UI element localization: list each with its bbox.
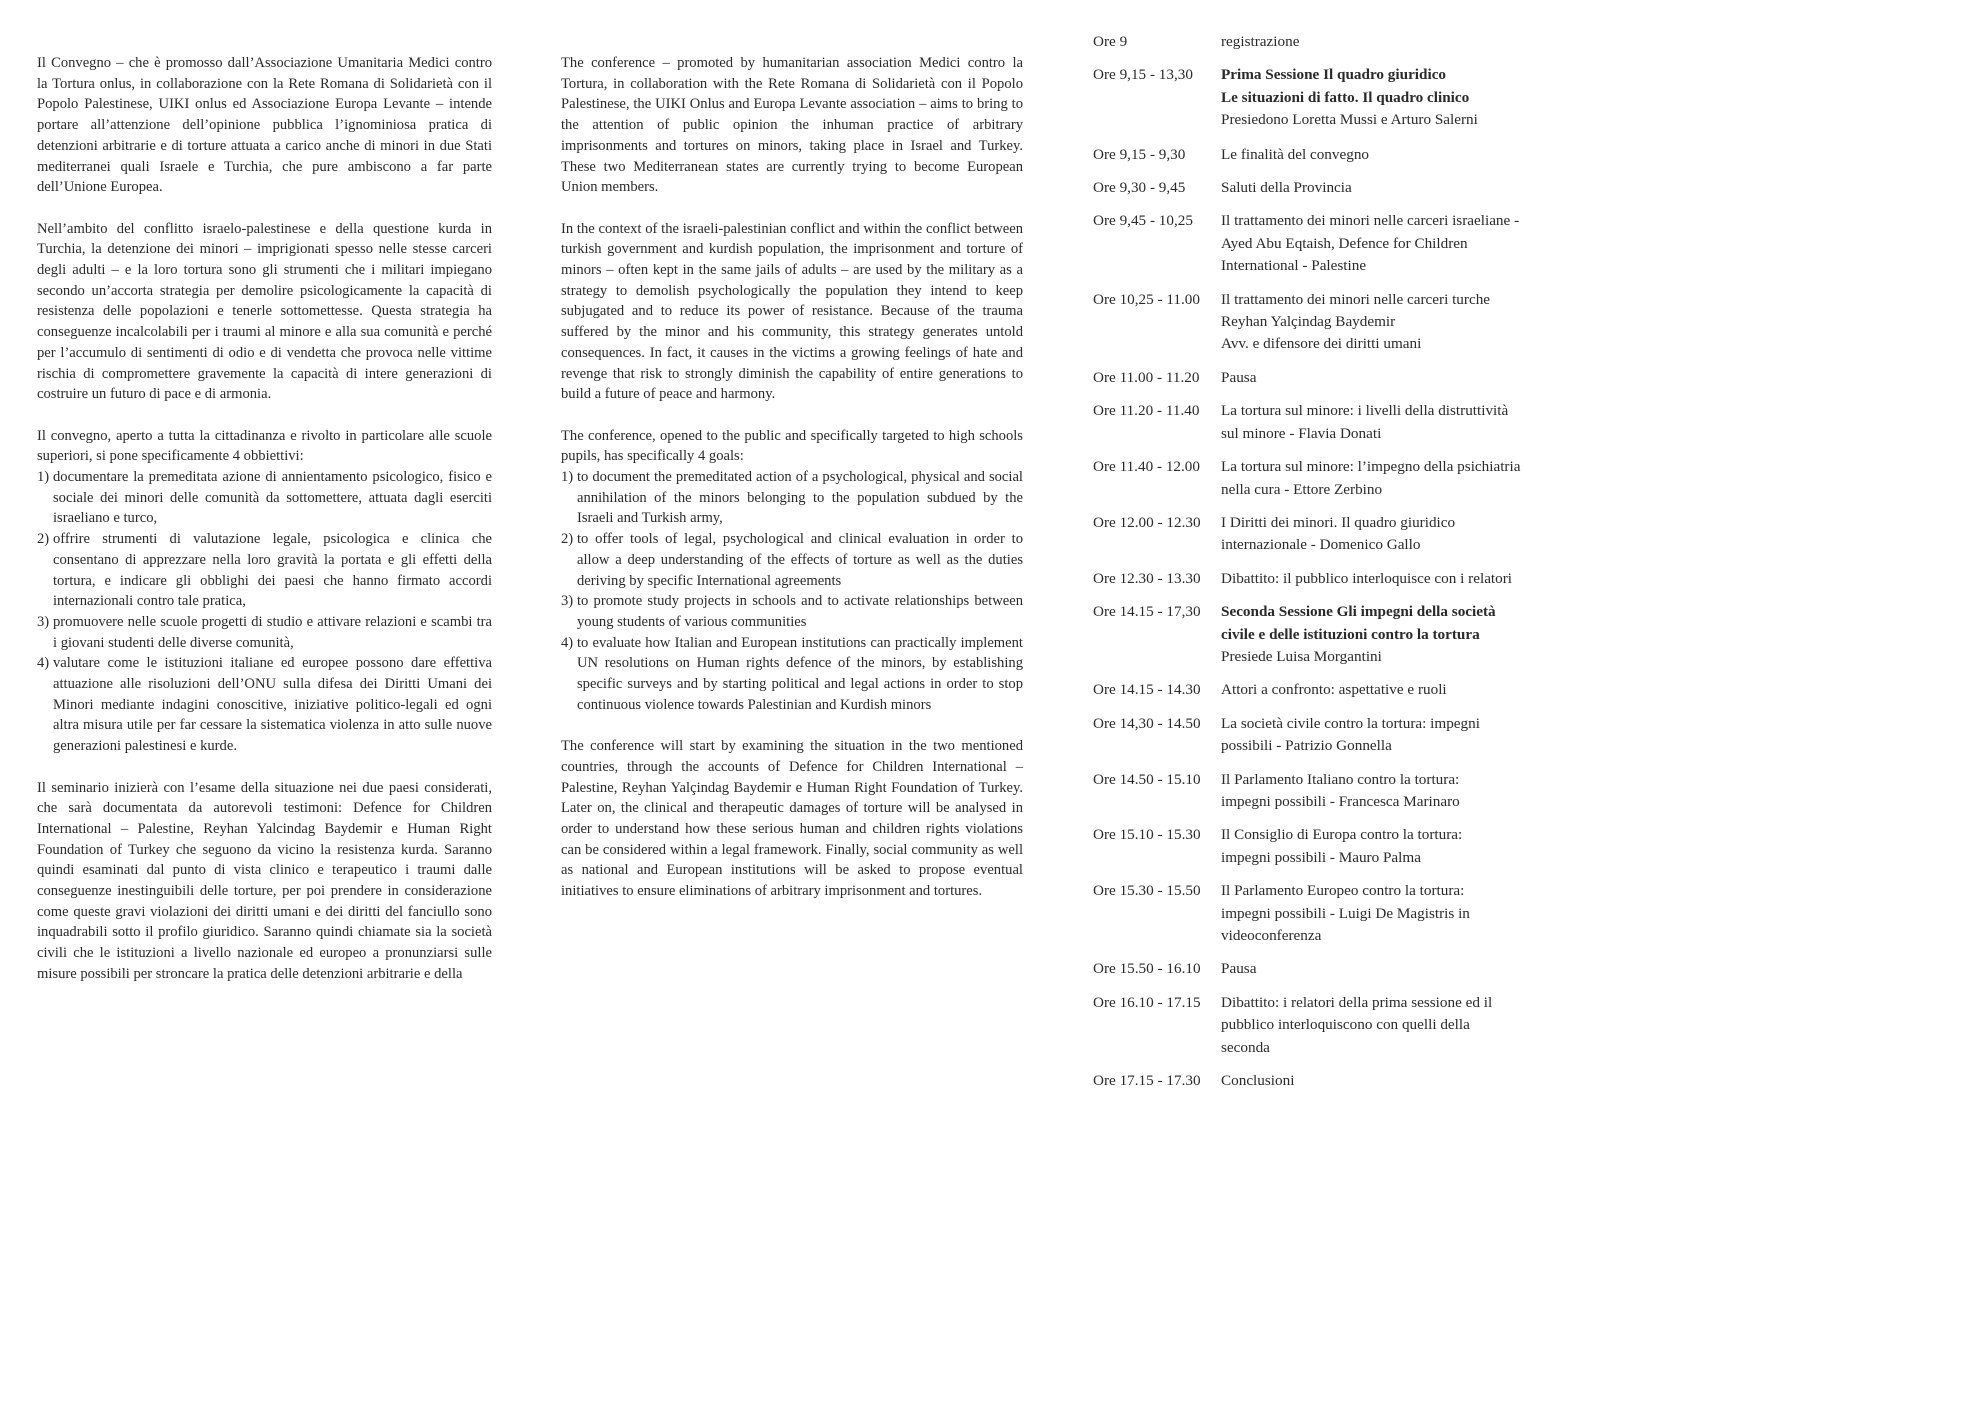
schedule-time: Ore 9 (1093, 33, 1128, 50)
schedule-time: Ore 14,30 - 14.50 (1093, 714, 1201, 732)
schedule-row (1093, 177, 1553, 199)
schedule-row (1093, 289, 1553, 356)
english-column (561, 53, 1023, 902)
english-goal-item (561, 467, 1023, 529)
goal-text: promuovere nelle scuole progetti di studio e attivare relazioni e scambi tra i giovani studenti delle diverse comunità, (53, 613, 492, 651)
schedule-line: Pausa (1221, 368, 1257, 386)
goal-text: documentare la premeditata azione di annientamento psicologico, fisico e sociale dei minori delle comunità da sottomettere, attuata dagli eserciti israeliano e turco, (53, 469, 492, 527)
english-goal-item (561, 633, 1023, 716)
schedule-line: Il trattamento dei minori nelle carceri turche (1221, 290, 1491, 308)
schedule-row (1093, 144, 1553, 166)
schedule-description (1221, 177, 1553, 199)
goal-text: valutare come le istituzioni italiane ed europee possono dare effettiva attuazione alle risoluzioni dell’ONU sulla difesa dei Diritti Umani dei Minori mediante indagini conoscitive, iniziative politico-legali ed ogni altra misura utile per far cessare la sistematica violenza in atto sulle nuove generazioni palestinesi e kurde. (53, 655, 492, 755)
english-goal-item (561, 529, 1023, 591)
schedule-description (1221, 31, 1553, 53)
english-goal-item (561, 591, 1023, 632)
schedule-line: Il trattamento dei minori nelle carceri israeliane - (1221, 212, 1520, 230)
schedule-line: International - Palestine (1221, 257, 1367, 275)
schedule-time: Ore 12.00 - 12.30 (1093, 513, 1201, 531)
schedule-row (1093, 367, 1553, 389)
session-title-line: Prima Sessione Il quadro giuridico (1221, 66, 1447, 84)
schedule-description (1221, 880, 1553, 947)
schedule-time: Ore 15.50 - 16.10 (1093, 960, 1201, 978)
schedule-time: Ore 17.15 - 17.30 (1093, 1072, 1201, 1090)
schedule-line: impegni possibili - Mauro Palma (1221, 848, 1421, 866)
italian-goals-list (37, 467, 492, 757)
schedule-line: Presiedono Loretta Mussi e Arturo Salerni (1221, 111, 1478, 129)
schedule-line: Saluti della Provincia (1221, 179, 1352, 197)
schedule-time: Ore 11.20 - 11.40 (1093, 402, 1200, 420)
schedule-row (1093, 824, 1553, 869)
italian-goal-item (37, 612, 492, 653)
schedule-time: Ore 9,45 - 10,25 (1093, 212, 1193, 230)
schedule-time: Ore 15.30 - 15.50 (1093, 882, 1201, 900)
schedule-line: seconda (1221, 1038, 1270, 1056)
schedule-row (1093, 601, 1553, 668)
schedule-line: La società civile contro la tortura: impegni (1221, 714, 1480, 732)
goal-number: 1) (561, 469, 574, 486)
schedule-row (1093, 679, 1553, 701)
goal-text: to evaluate how Italian and European institutions can practically implement UN resolutions on Human rights defence of the minors, by establishing specific surveys and by starting political and legal actions in order to stop continuous violence towards Palestinian and Kurdish minors (577, 634, 1023, 713)
schedule-description (1221, 992, 1553, 1059)
schedule-line: nella cura - Ettore Zerbino (1221, 480, 1383, 498)
schedule-row (1093, 210, 1553, 277)
schedule-line: Il Parlamento Italiano contro la tortura: (1221, 770, 1460, 788)
goal-text: offrire strumenti di valutazione legale, psicologica e clinica che consentano di apprezzare nella loro gravità la portata e gli effetti della tortura, e indicare gli obblighi dei paesi che hanno firmato accordi internazionali contro tale pratica, (53, 531, 492, 610)
goal-number: 4) (37, 655, 50, 672)
schedule-description (1221, 679, 1553, 701)
schedule-line: La tortura sul minore: l’impegno della psichiatria (1221, 458, 1521, 476)
schedule-line: Ayed Abu Eqtaish, Defence for Children (1221, 234, 1468, 252)
schedule-time: Ore 9,15 - 13,30 (1093, 66, 1193, 84)
schedule-time: Ore 14.50 - 15.10 (1093, 770, 1201, 788)
schedule-line: La tortura sul minore: i livelli della distruttività (1221, 402, 1509, 420)
schedule-line: Conclusioni (1221, 1072, 1295, 1090)
schedule-time: Ore 16.10 - 17.15 (1093, 993, 1201, 1011)
schedule-line: Presiede Luisa Morgantini (1221, 647, 1382, 665)
schedule-row (1093, 992, 1553, 1059)
italian-goal-item (37, 653, 492, 757)
schedule-line: Dibattito: i relatori della prima sessione ed il (1221, 993, 1493, 1011)
schedule-row (1093, 400, 1553, 445)
schedule-row (1093, 64, 1553, 131)
schedule-line: Attori a confronto: aspettative e ruoli (1221, 681, 1447, 699)
schedule-time: Ore 9,15 - 9,30 (1093, 145, 1186, 163)
schedule-row (1093, 880, 1553, 947)
schedule-description (1221, 958, 1553, 980)
schedule-line: Le finalità del convegno (1221, 145, 1370, 163)
italian-goals-intro: Il convegno, aperto a tutta la cittadinanza e rivolto in particolare alle scuole superiori, si pone specificamente 4 obbiettivi: (37, 427, 492, 465)
schedule-description (1221, 367, 1553, 389)
schedule-time: Ore 14.15 - 17,30 (1093, 603, 1201, 621)
schedule-line: possibili - Patrizio Gonnella (1221, 737, 1392, 755)
english-goals-intro: The conference, opened to the public and specifically targeted to high schools pupils, has specifically 4 goals: (561, 427, 1023, 465)
schedule-line: sul minore - Flavia Donati (1221, 424, 1382, 442)
schedule-row (1093, 713, 1553, 758)
goal-number: 3) (561, 593, 574, 610)
italian-intro-paragraph: Il Convegno – che è promosso dall’Associazione Umanitaria Medici contro la Tortura onlus, in collaborazione con la Rete Romana di Solidarietà con il Popolo Palestinese, UIKI onlus ed Associazione Europa Levante – intende portare all’attenzione dell’opinione pubblica l’ignominiosa pratica di detenzioni arbitrarie e di torture attuata a carico anche di minori in due Stati mediterranei quali Israele e Turchia, che pure ambiscono a far parte dell’Unione Europea. (37, 55, 492, 196)
schedule-row (1093, 456, 1553, 501)
schedule-row (1093, 769, 1553, 814)
schedule-description (1221, 824, 1553, 869)
english-intro-paragraph: The conference – promoted by humanitarian association Medici contro la Tortura, in collaboration with the Rete Romana di Solidarietà con il Popolo Palestinese, the UIKI Onlus and Europa Levante association – aims to bring to the attention of public opinion the inhuman practice of arbitrary imprisonments and tortures on minors, taking place in Israel and Turkey. These two Mediterranean states are currently trying to become European Union members. (561, 55, 1023, 196)
schedule-line: internazionale - Domenico Gallo (1221, 536, 1421, 554)
schedule-description (1221, 512, 1553, 557)
schedule-line: Reyhan Yalçindag Baydemir (1221, 313, 1396, 331)
schedule-row (1093, 1070, 1553, 1092)
session-title-line: Le situazioni di fatto. Il quadro clinico (1221, 88, 1470, 106)
schedule-line: registrazione (1221, 33, 1300, 50)
goal-number: 3) (37, 613, 50, 630)
schedule-time: Ore 14.15 - 14.30 (1093, 681, 1201, 699)
program-schedule (1093, 31, 1553, 1092)
schedule-line: impegni possibili - Luigi De Magistris in (1221, 904, 1470, 922)
schedule-description (1221, 713, 1553, 758)
schedule-row (1093, 958, 1553, 980)
goal-number: 2) (37, 531, 50, 548)
goal-text: to offer tools of legal, psychological and clinical evaluation in order to allow a deep understanding of the effects of torture as well as the duties deriving by specific International agreements (577, 531, 1023, 589)
goal-number: 4) (561, 634, 574, 651)
schedule-time: Ore 11.00 - 11.20 (1093, 368, 1200, 386)
schedule-description (1221, 769, 1553, 814)
goal-text: to promote study projects in schools and to activate relationships between young students of various communities (577, 593, 1023, 630)
italian-column (37, 53, 492, 985)
goal-text: to document the premeditated action of a psychological, physical and social annihilation of the minors belonging to the population subdued by the Israeli and Turkish army, (577, 469, 1023, 527)
schedule-line: Il Parlamento Europeo contro la tortura: (1221, 882, 1465, 900)
schedule-time: Ore 11.40 - 12.00 (1093, 458, 1200, 476)
schedule-line: videoconferenza (1221, 927, 1322, 944)
schedule-line: Dibattito: il pubblico interloquisce con i relatori (1221, 569, 1513, 587)
schedule-row (1093, 568, 1553, 590)
schedule-description (1221, 210, 1553, 277)
schedule-line: pubblico interloquiscono con quelli della (1221, 1016, 1470, 1034)
goal-number: 2) (561, 531, 574, 548)
schedule-description (1221, 601, 1553, 668)
schedule-row (1093, 512, 1553, 557)
schedule-description (1221, 144, 1553, 166)
schedule-line: impegni possibili - Francesca Marinaro (1221, 792, 1460, 810)
schedule-description (1221, 400, 1553, 445)
session-title-line: civile e delle istituzioni contro la tortura (1221, 625, 1480, 643)
schedule-description (1221, 289, 1553, 356)
schedule-time: Ore 10,25 - 11.00 (1093, 290, 1200, 308)
schedule-row (1093, 31, 1553, 53)
italian-context-paragraph: Nell’ambito del conflitto israelo-palestinese e della questione kurda in Turchia, la detenzione dei minori – imprigionati spesso nelle stesse carceri degli adulti – e la loro tortura sono gli strumenti che i militari impiegano secondo un’accorta strategia per demolire psicologicamente la capacità di resistenza delle popolazioni e tenerle sottomettesse. Questa strategia ha conseguenze incalcolabili per i traumi al minore e alla sua comunità e perché per l’accumulo di sentimenti di odio e di vendetta che provoca nelle vittime rischia di compromettere gravemente la capacità di intere generazioni di costruire un futuro di pace e di armonia. (37, 220, 492, 403)
schedule-line: I Diritti dei minori. Il quadro giuridico (1221, 513, 1456, 531)
schedule-line: Pausa (1221, 960, 1257, 978)
italian-seminar-paragraph: Il seminario inizierà con l’esame della situazione nei due paesi considerati, che sarà documentata da autorevoli testimoni: Defence for Children International – Palestine, Reyhan Yalcindag Baydemir e Human Right Foundation of Turkey che seguono da vicino la resistenza kurda. Saranno quindi esaminati dal punto di vista clinico e terapeutico i traumi dalle conseguenze inestinguibili delle torture, per poi prendere in considerazione come queste gravi violazioni dei diritti umani e dei diritti del fanciullo sono inquadrabili sotto il profilo giuridico. Saranno quindi chiamate sia la società civili che le istituzioni a livello nazionale ed europeo a pronunziarsi sulle misure possibili per stroncare la pratica delle detenzioni arbitrarie e della (37, 779, 492, 982)
session-title-line: Seconda Sessione Gli impegni della società (1221, 603, 1496, 621)
schedule-description (1221, 568, 1553, 590)
schedule-time: Ore 12.30 - 13.30 (1093, 569, 1201, 587)
italian-goal-item (37, 529, 492, 612)
schedule-description (1221, 456, 1553, 501)
italian-goal-item (37, 467, 492, 529)
schedule-line: Avv. e difensore dei diritti umani (1221, 335, 1422, 353)
schedule-description (1221, 64, 1553, 131)
schedule-time: Ore 15.10 - 15.30 (1093, 826, 1201, 844)
english-context-paragraph: In the context of the israeli-palestinian conflict and within the conflict between turkish government and kurdish population, the imprisonment and torture of minors – often kept in the same jails of adults – are used by the military as a strategy to demolish psychologically the population they intend to keep subjugated and to reduce its power of resistance. Because of the trauma suffered by the minor and his community, this strategy generates untold consequences. In fact, it causes in the victims a growing feelings of hate and revenge that risk to strongly diminish the capability of entire generations to build a future of peace and harmony. (561, 220, 1023, 403)
english-closing-paragraph: The conference will start by examining the situation in the two mentioned countries, through the accounts of Defence for Children International – Palestine, Reyhan Yalçindag Baydemir e Human Right Foundation of Turkey. Later on, the clinical and therapeutic damages of torture will be analysed in order to understand how these serious human and children rights violations can be considered within a legal framework. Finally, social community as well as national and European institutions will be asked to propose eventual initiatives to ensure eliminations of arbitrary imprisonment and tortures. (561, 738, 1023, 900)
schedule-description (1221, 1070, 1553, 1092)
english-goals-list (561, 467, 1023, 715)
schedule-time: Ore 9,30 - 9,45 (1093, 179, 1186, 197)
goal-number: 1) (37, 469, 50, 486)
schedule-line: Il Consiglio di Europa contro la tortura: (1221, 826, 1463, 844)
